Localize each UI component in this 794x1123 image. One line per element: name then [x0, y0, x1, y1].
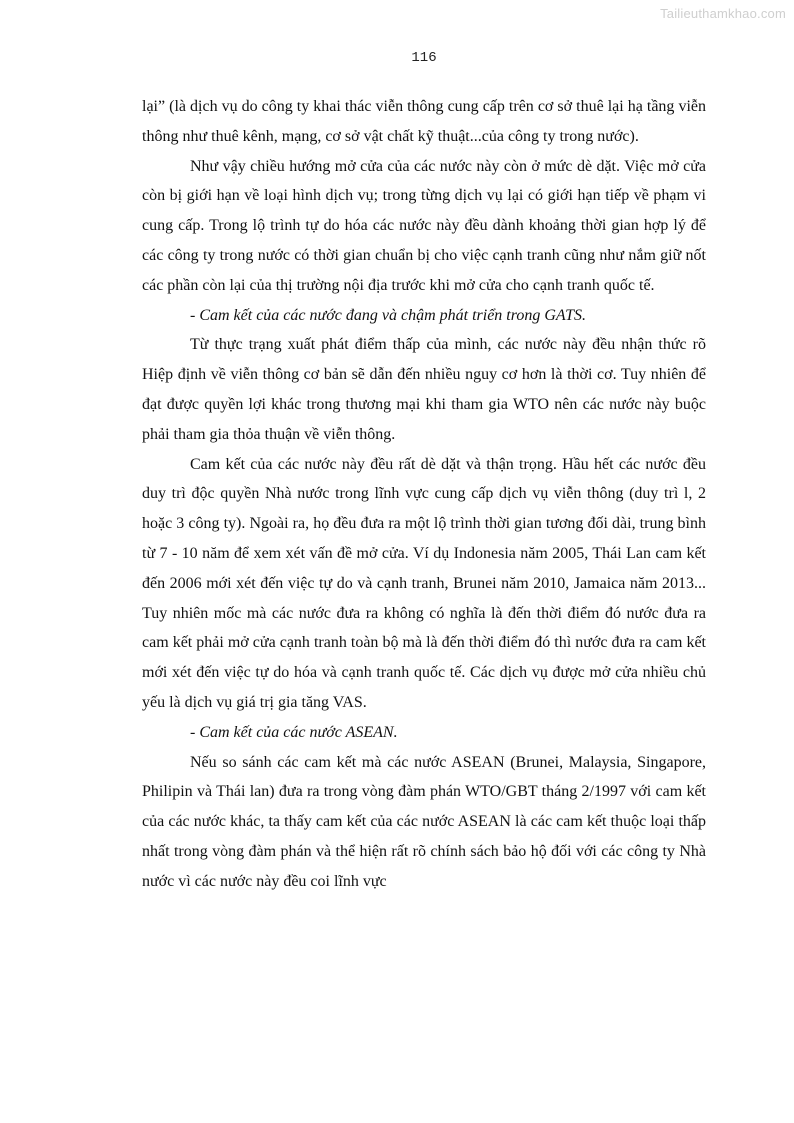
- watermark: Tailieuthamkhao.com: [660, 6, 786, 21]
- document-body: [142, 92, 706, 897]
- paragraph-developing-awareness: Từ thực trạng xuất phát điểm thấp của mình, các nước này đều nhận thức rõ Hiệp định về viễn thông cơ bản sẽ dẫn đến nhiều nguy cơ hơn là thời cơ. Tuy nhiên để đạt được quyền lợi khác trong thương mại khi tham gia WTO nên các nước này buộc phải tham gia thỏa thuận về viễn thông.: [142, 336, 706, 443]
- paragraph-asean-comparison: Nếu so sánh các cam kết mà các nước ASEAN (Brunei, Malaysia, Singapore, Philipin và Thái lan) đưa ra trong vòng đàm phán WTO/GBT tháng 2/1997 với cam kết của các nước khác, ta thấy cam kết của các nước ASEAN là các cam kết thuộc loại thấp nhất trong vòng đàm phán và thể hiện rất rõ chính sách bảo hộ đối với các công ty Nhà nước vì các nước này đều coi lĩnh vực: [142, 753, 706, 890]
- section-heading-asean: - Cam kết của các nước ASEAN.: [190, 723, 398, 741]
- paragraph-continuation: lại” (là dịch vụ do công ty khai thác viễn thông cung cấp trên cơ sở thuê lại hạ tầng viễn thông như thuê kênh, mạng, cơ sở vật chất kỹ thuật...của công ty trong nước).: [142, 98, 706, 145]
- section-heading-developing-countries: - Cam kết của các nước đang và chậm phát triển trong GATS.: [190, 306, 587, 324]
- paragraph-opening-direction: Như vậy chiều hướng mở cửa của các nước này còn ở mức dè dặt. Việc mở cửa còn bị giới hạn về loại hình dịch vụ; trong từng dịch vụ lại có giới hạn tiếp về phạm vi cung cấp. Trong lộ trình tự do hóa các nước này đều dành khoảng thời gian hợp lý để các công ty trong nước có thời gian chuẩn bị cho việc cạnh tranh cũng như nắm giữ nốt các phần còn lại của thị trường nội địa trước khi mở cửa cho cạnh tranh quốc tế.: [142, 157, 706, 294]
- page-number: 116: [411, 50, 437, 66]
- paragraph-developing-commitments: Cam kết của các nước này đều rất dè dặt và thận trọng. Hầu hết các nước đều duy trì độc quyền Nhà nước trong lĩnh vực cung cấp dịch vụ viễn thông (duy trì l, 2 hoặc 3 công ty). Ngoài ra, họ đều đưa ra một lộ trình thời gian tương đối dài, trung bình từ 7 - 10 năm để xem xét vấn đề mở cửa. Ví dụ Indonesia năm 2005, Thái Lan cam kết đến 2006 mới xét đến việc tự do và cạnh tranh, Brunei năm 2010, Jamaica năm 2013... Tuy nhiên mốc mà các nước đưa ra không có nghĩa là đến thời điểm đó nước đưa ra cam kết phải mở cửa cạnh tranh toàn bộ mà là đến thời điểm đó thì nước đưa ra cam kết mới xét đến việc tự do hóa và cạnh tranh quốc tế. Các dịch vụ được mở cửa nhiều chủ yếu là dịch vụ giá trị gia tăng VAS.: [142, 455, 706, 711]
